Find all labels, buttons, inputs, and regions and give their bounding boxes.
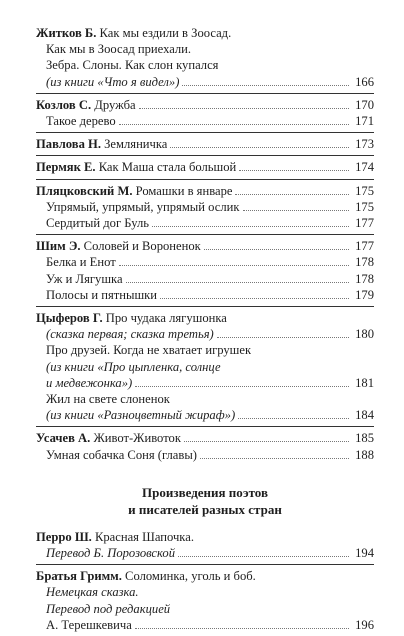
toc-line	[36, 568, 374, 584]
page-number: 170	[355, 97, 374, 112]
section-heading-line-1: Произведения поэтов	[142, 484, 268, 500]
author-name: Шим Э.	[36, 239, 81, 254]
toc-entry	[36, 22, 374, 93]
author-name: Козлов С.	[36, 97, 92, 112]
dot-leader	[135, 386, 349, 387]
toc-line	[36, 287, 374, 303]
toc-line	[36, 136, 374, 152]
dot-leader	[200, 458, 349, 459]
author-name: Усачев А.	[36, 431, 91, 446]
toc-line-text	[36, 326, 214, 342]
toc-line-text	[36, 25, 231, 41]
toc-line	[36, 215, 374, 231]
work-title: (из книги «Разноцветный жираф»)	[46, 408, 236, 423]
toc-line-text	[36, 97, 136, 113]
dot-leader	[239, 170, 349, 171]
author-name: Павлова Н.	[36, 137, 101, 152]
work-title: Упрямый, упрямый, упрямый ослик	[46, 199, 240, 214]
dot-leader	[119, 124, 349, 125]
toc-line	[36, 159, 374, 175]
toc-entry	[36, 564, 374, 636]
toc-line-text	[36, 359, 221, 375]
dot-leader	[135, 628, 349, 629]
page-number: 181	[355, 375, 374, 390]
toc-line-text	[36, 57, 218, 73]
work-title: Земляничка	[100, 137, 168, 152]
page-number: 178	[355, 271, 374, 286]
toc-line	[36, 310, 374, 326]
dot-leader	[160, 298, 349, 299]
toc-line-text	[36, 407, 235, 423]
toc-line	[36, 407, 374, 423]
toc-line-text	[36, 391, 170, 407]
toc-line	[36, 584, 374, 600]
toc-line	[36, 617, 374, 633]
toc-line	[36, 359, 374, 375]
work-title: Жил на свете слоненок	[46, 392, 170, 407]
dot-leader	[204, 249, 349, 250]
toc-entry	[36, 426, 374, 465]
dot-leader	[152, 226, 349, 227]
toc-line	[36, 342, 374, 358]
dot-leader	[182, 85, 349, 86]
work-title: Как Маша стала большой	[95, 160, 237, 175]
toc-line-text	[36, 375, 132, 391]
page-number: 178	[355, 255, 374, 270]
toc-line-text	[36, 601, 170, 617]
work-title: (сказка первая; сказка третья)	[46, 327, 214, 342]
author-name: Перро Ш.	[36, 529, 92, 544]
toc-line-text	[36, 447, 197, 463]
author-name: Житков Б.	[36, 26, 97, 40]
page-number: 173	[355, 137, 374, 152]
work-title: Такое дерево	[46, 114, 116, 129]
page-number: 175	[355, 183, 374, 198]
toc-entry	[36, 526, 374, 564]
toc-line	[36, 601, 374, 617]
page-number: 180	[355, 327, 374, 342]
toc-line-text	[36, 430, 181, 446]
toc-line-text	[36, 617, 132, 633]
work-title: и медвежонка»)	[46, 375, 133, 390]
section-heading-line-2: и писателей разных стран	[128, 501, 282, 517]
toc-line-text	[36, 183, 232, 199]
dot-leader	[238, 418, 349, 419]
toc-bottom-section	[36, 526, 374, 636]
work-title: Немецкая сказка.	[46, 585, 139, 600]
work-title: Как мы ездили в Зоосад.	[96, 26, 232, 40]
work-title: Про друзей. Когда не хватает игрушек	[46, 343, 252, 358]
toc-line	[36, 25, 374, 41]
toc-entry	[36, 234, 374, 306]
toc-entry	[36, 93, 374, 132]
toc-line	[36, 113, 374, 129]
toc-line-text	[36, 568, 256, 584]
toc-entry	[36, 155, 374, 178]
page-number: 196	[355, 617, 374, 632]
page-number: 185	[355, 431, 374, 446]
toc-line-text	[36, 41, 191, 57]
work-title: Перевод под редакцией	[46, 601, 171, 616]
author-name: Цыферов Г.	[36, 311, 103, 326]
toc-line-text	[36, 238, 201, 254]
toc-line	[36, 375, 374, 391]
dot-leader	[170, 147, 349, 148]
toc-line-text	[36, 584, 139, 600]
toc-line	[36, 199, 374, 215]
dot-leader	[235, 194, 349, 195]
toc-line-text	[36, 199, 240, 215]
work-title: Соломинка, уголь и боб.	[121, 569, 256, 584]
toc-line-text	[36, 215, 149, 231]
work-title: Ромашки в январе	[132, 183, 233, 198]
work-title: Дружба	[91, 97, 136, 112]
work-title: Умная собачка Соня (главы)	[46, 447, 198, 462]
dot-leader	[184, 441, 349, 442]
page-number: 166	[355, 74, 374, 89]
toc-entry	[36, 179, 374, 235]
page-number: 177	[355, 216, 374, 231]
toc-line	[36, 391, 374, 407]
author-name: Пляцковский М.	[36, 183, 133, 198]
work-title: Как мы в Зоосад приехали.	[46, 42, 192, 57]
work-title: Красная Шапочка.	[91, 529, 194, 544]
page-number: 184	[355, 408, 374, 423]
dot-leader	[119, 265, 349, 266]
work-title: Сердитый дог Буль	[46, 216, 149, 231]
table-of-contents	[36, 22, 374, 636]
toc-top-section	[36, 22, 374, 466]
toc-line-text	[36, 529, 194, 545]
toc-line-text	[36, 254, 116, 270]
toc-line	[36, 271, 374, 287]
dot-leader	[139, 108, 349, 109]
dot-leader	[178, 556, 349, 557]
toc-line	[36, 529, 374, 545]
page-number: 188	[355, 447, 374, 462]
page-number: 175	[355, 199, 374, 214]
section-heading	[36, 484, 374, 518]
page-number: 177	[355, 239, 374, 254]
work-title: (из книги «Про цыпленка, солнце	[46, 359, 221, 374]
work-title: (из книги «Что я видел»)	[46, 74, 180, 89]
toc-line-text	[36, 159, 236, 175]
page-number: 194	[355, 546, 374, 561]
work-title: Полосы и пятнышки	[46, 287, 158, 302]
work-title: Живот-Животок	[90, 431, 181, 446]
toc-line	[36, 41, 374, 57]
toc-line-text	[36, 74, 179, 90]
toc-line	[36, 430, 374, 446]
toc-line-text	[36, 136, 167, 152]
toc-line	[36, 74, 374, 90]
work-title: Перевод Б. Порозовской	[46, 546, 176, 561]
toc-line	[36, 545, 374, 561]
work-title: Соловей и Вороненок	[80, 239, 201, 254]
dot-leader	[126, 282, 349, 283]
work-title: Про чудака лягушонка	[102, 311, 227, 326]
toc-line	[36, 326, 374, 342]
toc-line	[36, 254, 374, 270]
dot-leader	[243, 210, 350, 211]
work-title: Белка и Енот	[46, 255, 116, 270]
author-name: Братья Гримм.	[36, 569, 122, 584]
toc-line-text	[36, 545, 175, 561]
toc-entry	[36, 306, 374, 426]
work-title: А. Терешкевича	[46, 617, 132, 632]
toc-entry	[36, 132, 374, 155]
toc-line	[36, 238, 374, 254]
toc-line-text	[36, 271, 123, 287]
page-number: 179	[355, 287, 374, 302]
toc-line	[36, 97, 374, 113]
toc-line-text	[36, 113, 116, 129]
toc-line	[36, 447, 374, 463]
page-number: 174	[355, 160, 374, 175]
page-number: 171	[355, 114, 374, 129]
toc-line	[36, 183, 374, 199]
toc-line-text	[36, 287, 157, 303]
work-title: Зебра. Слоны. Как слон купался	[46, 58, 219, 73]
dot-leader	[217, 337, 349, 338]
toc-line-text	[36, 342, 251, 358]
work-title: Уж и Лягушка	[46, 271, 123, 286]
author-name: Пермяк Е.	[36, 160, 96, 175]
toc-line-text	[36, 310, 227, 326]
toc-line	[36, 57, 374, 73]
